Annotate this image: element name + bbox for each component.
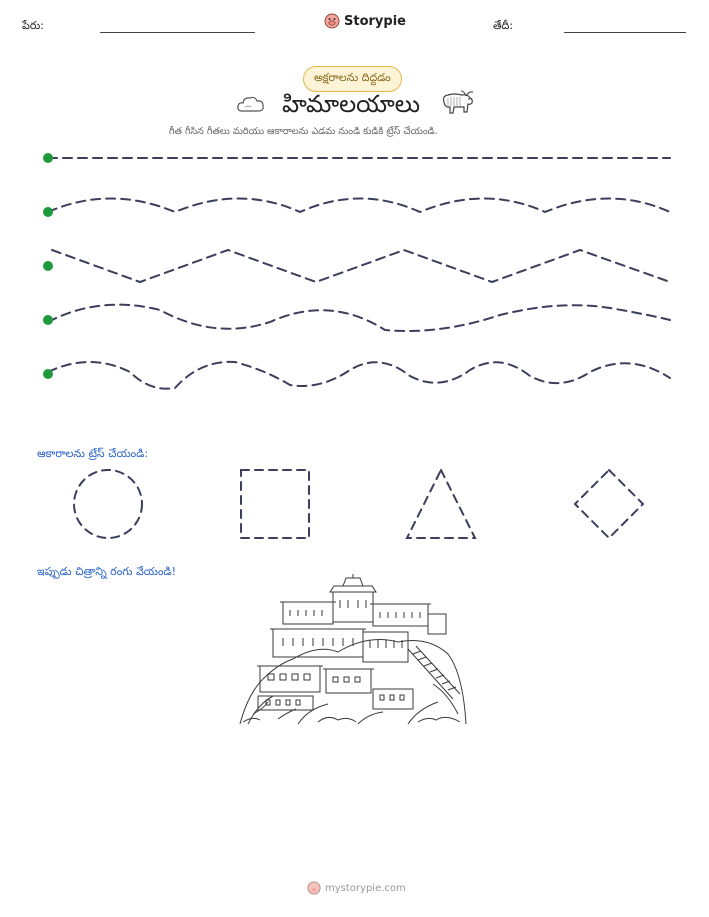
tracing-lines (0, 140, 709, 400)
yak-icon (440, 88, 476, 120)
start-dot-4 (43, 315, 53, 325)
shapes-section-label: ఆకారాలను ట్రేస్ చేయండి: (37, 447, 149, 460)
trace-line-wave-2 (48, 305, 670, 331)
footer (307, 881, 406, 895)
footer-url[interactable]: mystorypie.com (325, 882, 406, 894)
monastery-illustration (238, 574, 468, 729)
date-line[interactable] (564, 32, 686, 33)
start-dot-3 (43, 261, 53, 271)
trace-line-wave-1 (48, 199, 670, 213)
brand-name: Storypie (344, 13, 406, 29)
start-dot-2 (43, 207, 53, 217)
name-line[interactable] (100, 32, 255, 33)
trace-circle (74, 470, 142, 538)
name-label: పేరు: (22, 19, 44, 32)
worksheet-badge: అక్షరాలను దిద్దడం (303, 66, 402, 92)
footer-pig-icon (307, 881, 321, 895)
cloud-icon (236, 93, 266, 117)
brand-logo (324, 13, 406, 29)
tracing-shapes (0, 462, 709, 547)
coloring-section-label: ఇప్పుడు చిత్రాన్ని రంగు వేయండి! (37, 565, 177, 578)
start-dot-1 (43, 153, 53, 163)
trace-line-wave-3 (48, 362, 670, 389)
trace-square (241, 470, 309, 538)
start-dot-5 (43, 369, 53, 379)
trace-diamond (575, 470, 643, 538)
trace-triangle (407, 470, 475, 538)
trace-line-zigzag (52, 250, 670, 282)
date-label: తేదీ: (493, 19, 514, 32)
instructions-text: గీత గీసిన గీతలు మరియు ఆకారాలను ఎడమ నుండి కుడికి ట్రేస్ చేయండి. (169, 126, 438, 137)
pig-logo-icon (324, 13, 340, 29)
page-title: హిమాలయాలు (282, 90, 421, 118)
